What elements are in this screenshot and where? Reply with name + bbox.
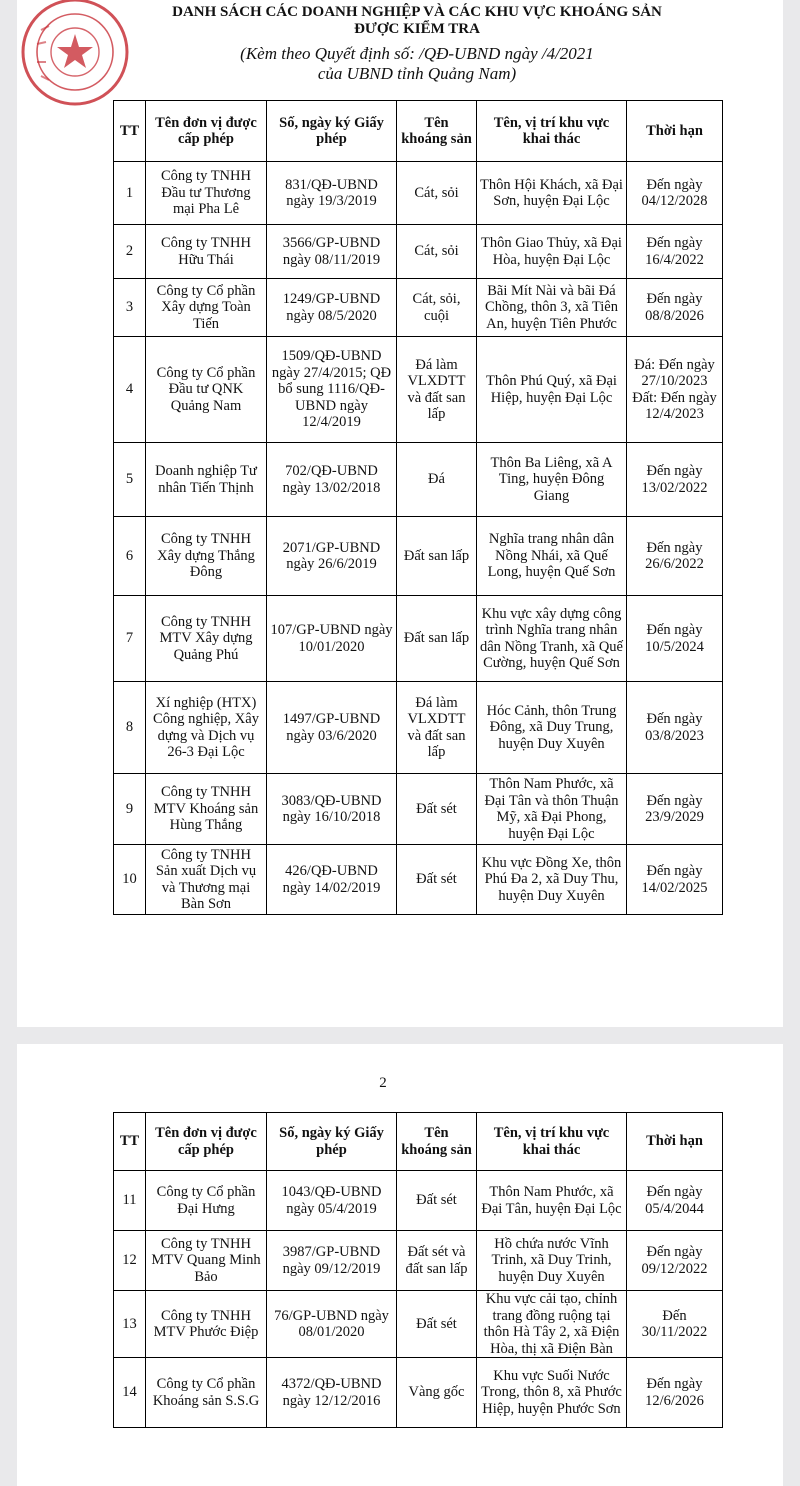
cell-term: Đến ngày 12/6/2026: [627, 1358, 723, 1428]
title-line-2: ĐƯỢC KIỂM TRA: [354, 21, 480, 37]
cell-license: 3083/QĐ-UBND ngày 16/10/2018: [267, 774, 397, 845]
table-header-row: [114, 101, 723, 162]
table-row: [114, 337, 723, 443]
cell-term: Đến ngày 10/5/2024: [627, 596, 723, 682]
cell-tt: 3: [114, 279, 146, 337]
cell-mineral: Đá: [397, 443, 477, 517]
cell-unit: Công ty TNHH Sản xuất Dịch vụ và Thương mại Bàn Sơn: [146, 845, 267, 915]
cell-license: 702/QĐ-UBND ngày 13/02/2018: [267, 443, 397, 517]
cell-unit: Công ty TNHH MTV Quang Minh Bảo: [146, 1231, 267, 1291]
cell-tt: 1: [114, 162, 146, 225]
cell-license: 1497/GP-UBND ngày 03/6/2020: [267, 682, 397, 774]
cell-license: 4372/QĐ-UBND ngày 12/12/2016: [267, 1358, 397, 1428]
enterprise-table-page-1: [113, 100, 723, 915]
title-line-1: DANH SÁCH CÁC DOANH NGHIỆP VÀ CÁC KHU VỰC KHOÁNG SẢN: [172, 4, 662, 20]
cell-unit: Xí nghiệp (HTX) Công nghiệp, Xây dựng và Dịch vụ 26-3 Đại Lộc: [146, 682, 267, 774]
col-header-mineral: Tên khoáng sản: [397, 101, 477, 162]
decision-reference: (Kèm theo Quyết định số: /QĐ-UBND ngày /4/2021: [240, 44, 594, 63]
table-row: [114, 1231, 723, 1291]
cell-location: Thôn Nam Phước, xã Đại Tân và thôn Thuận Mỹ, xã Đại Phong, huyện Đại Lộc: [477, 774, 627, 845]
col-header-mineral: Tên khoáng sản: [397, 1113, 477, 1171]
cell-term: Đá: Đến ngày 27/10/2023 Đất: Đến ngày 12/4/2023: [627, 337, 723, 443]
col-header-unit: Tên đơn vị được cấp phép: [146, 1113, 267, 1171]
cell-unit: Công ty Cổ phần Khoáng sản S.S.G: [146, 1358, 267, 1428]
col-header-location: Tên, vị trí khu vực khai thác: [477, 1113, 627, 1171]
cell-term: Đến ngày 05/4/2044: [627, 1171, 723, 1231]
cell-location: Hồ chứa nước Vĩnh Trinh, xã Duy Trinh, huyện Duy Xuyên: [477, 1231, 627, 1291]
cell-unit: Công ty Cổ phần Đầu tư QNK Quảng Nam: [146, 337, 267, 443]
cell-term: Đến ngày 08/8/2026: [627, 279, 723, 337]
cell-tt: 8: [114, 682, 146, 774]
cell-mineral: Cát, sỏi: [397, 225, 477, 279]
cell-mineral: Đá làm VLXDTT và đất san lấp: [397, 337, 477, 443]
cell-tt: 4: [114, 337, 146, 443]
cell-term: Đến ngày 26/6/2022: [627, 517, 723, 596]
cell-location: Nghĩa trang nhân dân Nồng Nhái, xã Quế Long, huyện Quế Sơn: [477, 517, 627, 596]
col-header-license: Số, ngày ký Giấy phép: [267, 1113, 397, 1171]
cell-tt: 14: [114, 1358, 146, 1428]
cell-location: Khu vực Suối Nước Trong, thôn 8, xã Phước Hiệp, huyện Phước Sơn: [477, 1358, 627, 1428]
cell-location: Khu vực Đồng Xe, thôn Phú Đa 2, xã Duy Thu, huyện Duy Xuyên: [477, 845, 627, 915]
cell-term: Đến ngày 13/02/2022: [627, 443, 723, 517]
col-header-tt: TT: [114, 1113, 146, 1171]
cell-unit: Công ty TNHH MTV Xây dựng Quảng Phú: [146, 596, 267, 682]
cell-mineral: Đá làm VLXDTT và đất san lấp: [397, 682, 477, 774]
table-row: [114, 845, 723, 915]
cell-mineral: Cát, sỏi, cuội: [397, 279, 477, 337]
cell-tt: 12: [114, 1231, 146, 1291]
cell-term: Đến 30/11/2022: [627, 1291, 723, 1358]
cell-term: Đến ngày 23/9/2029: [627, 774, 723, 845]
cell-unit: Doanh nghiệp Tư nhân Tiến Thịnh: [146, 443, 267, 517]
cell-location: Khu vực cải tạo, chỉnh trang đồng ruộng tại thôn Hà Tây 2, xã Điện Hòa, thị xã Điện Bàn: [477, 1291, 627, 1358]
table-row: [114, 1358, 723, 1428]
cell-tt: 6: [114, 517, 146, 596]
cell-license: 76/GP-UBND ngày 08/01/2020: [267, 1291, 397, 1358]
table-row: [114, 517, 723, 596]
cell-license: 107/GP-UBND ngày 10/01/2020: [267, 596, 397, 682]
cell-location: Thôn Nam Phước, xã Đại Tân, huyện Đại Lộc: [477, 1171, 627, 1231]
cell-unit: Công ty TNHH MTV Phước Điệp: [146, 1291, 267, 1358]
cell-license: 1249/GP-UBND ngày 08/5/2020: [267, 279, 397, 337]
cell-location: Thôn Hội Khách, xã Đại Sơn, huyện Đại Lộc: [477, 162, 627, 225]
cell-mineral: Vàng gốc: [397, 1358, 477, 1428]
cell-tt: 10: [114, 845, 146, 915]
table-row: [114, 682, 723, 774]
table-row: [114, 225, 723, 279]
table-header-row: [114, 1113, 723, 1171]
table-row: [114, 596, 723, 682]
cell-tt: 9: [114, 774, 146, 845]
cell-license: 426/QĐ-UBND ngày 14/02/2019: [267, 845, 397, 915]
issuing-authority: của UBND tỉnh Quảng Nam): [317, 64, 517, 83]
cell-term: Đến ngày 03/8/2023: [627, 682, 723, 774]
cell-term: Đến ngày 09/12/2022: [627, 1231, 723, 1291]
table-row: [114, 774, 723, 845]
page-number: 2: [379, 1075, 387, 1091]
cell-location: Hóc Cảnh, thôn Trung Đông, xã Duy Trung, huyện Duy Xuyên: [477, 682, 627, 774]
cell-location: Khu vực xây dựng công trình Nghĩa trang nhân dân Nồng Tranh, xã Quế Cường, huyện Quế Sơn: [477, 596, 627, 682]
cell-term: Đến ngày 14/02/2025: [627, 845, 723, 915]
cell-mineral: Đất sét: [397, 774, 477, 845]
table-row: [114, 443, 723, 517]
cell-location: Thôn Ba Liêng, xã A Ting, huyện Đông Giang: [477, 443, 627, 517]
enterprise-table-page-2: [113, 1112, 723, 1428]
cell-unit: Công ty TNHH MTV Khoáng sản Hùng Thắng: [146, 774, 267, 845]
cell-mineral: Đất san lấp: [397, 596, 477, 682]
cell-unit: Công ty TNHH Đầu tư Thương mại Pha Lê: [146, 162, 267, 225]
cell-tt: 11: [114, 1171, 146, 1231]
cell-license: 3987/GP-UBND ngày 09/12/2019: [267, 1231, 397, 1291]
cell-mineral: Đất sét: [397, 1291, 477, 1358]
cell-unit: Công ty Cổ phần Đại Hưng: [146, 1171, 267, 1231]
cell-license: 2071/GP-UBND ngày 26/6/2019: [267, 517, 397, 596]
cell-mineral: Cát, sỏi: [397, 162, 477, 225]
col-header-unit: Tên đơn vị được cấp phép: [146, 101, 267, 162]
cell-location: Bãi Mít Nài và bãi Đá Chồng, thôn 3, xã Tiên An, huyện Tiên Phước: [477, 279, 627, 337]
cell-tt: 5: [114, 443, 146, 517]
cell-license: 831/QĐ-UBND ngày 19/3/2019: [267, 162, 397, 225]
cell-license: 3566/GP-UBND ngày 08/11/2019: [267, 225, 397, 279]
cell-location: Thôn Giao Thủy, xã Đại Hòa, huyện Đại Lộc: [477, 225, 627, 279]
cell-tt: 13: [114, 1291, 146, 1358]
cell-unit: Công ty TNHH Hữu Thái: [146, 225, 267, 279]
cell-mineral: Đất sét: [397, 1171, 477, 1231]
table-row: [114, 1171, 723, 1231]
cell-term: Đến ngày 16/4/2022: [627, 225, 723, 279]
cell-license: 1043/QĐ-UBND ngày 05/4/2019: [267, 1171, 397, 1231]
cell-unit: Công ty TNHH Xây dựng Thắng Đông: [146, 517, 267, 596]
col-header-location: Tên, vị trí khu vực khai thác: [477, 101, 627, 162]
table-row: [114, 1291, 723, 1358]
cell-mineral: Đất sét: [397, 845, 477, 915]
red-seal-stamp: [19, 0, 131, 112]
col-header-term: Thời hạn: [627, 101, 723, 162]
cell-location: Thôn Phú Quý, xã Đại Hiệp, huyện Đại Lộc: [477, 337, 627, 443]
cell-tt: 2: [114, 225, 146, 279]
cell-license: 1509/QĐ-UBND ngày 27/4/2015; QĐ bổ sung 1116/QĐ-UBND ngày 12/4/2019: [267, 337, 397, 443]
table-row: [114, 279, 723, 337]
cell-tt: 7: [114, 596, 146, 682]
col-header-tt: TT: [114, 101, 146, 162]
cell-mineral: Đất sét và đất san lấp: [397, 1231, 477, 1291]
table-row: [114, 162, 723, 225]
col-header-license: Số, ngày ký Giấy phép: [267, 101, 397, 162]
col-header-term: Thời hạn: [627, 1113, 723, 1171]
cell-term: Đến ngày 04/12/2028: [627, 162, 723, 225]
cell-mineral: Đất san lấp: [397, 517, 477, 596]
cell-unit: Công ty Cổ phần Xây dựng Toàn Tiến: [146, 279, 267, 337]
